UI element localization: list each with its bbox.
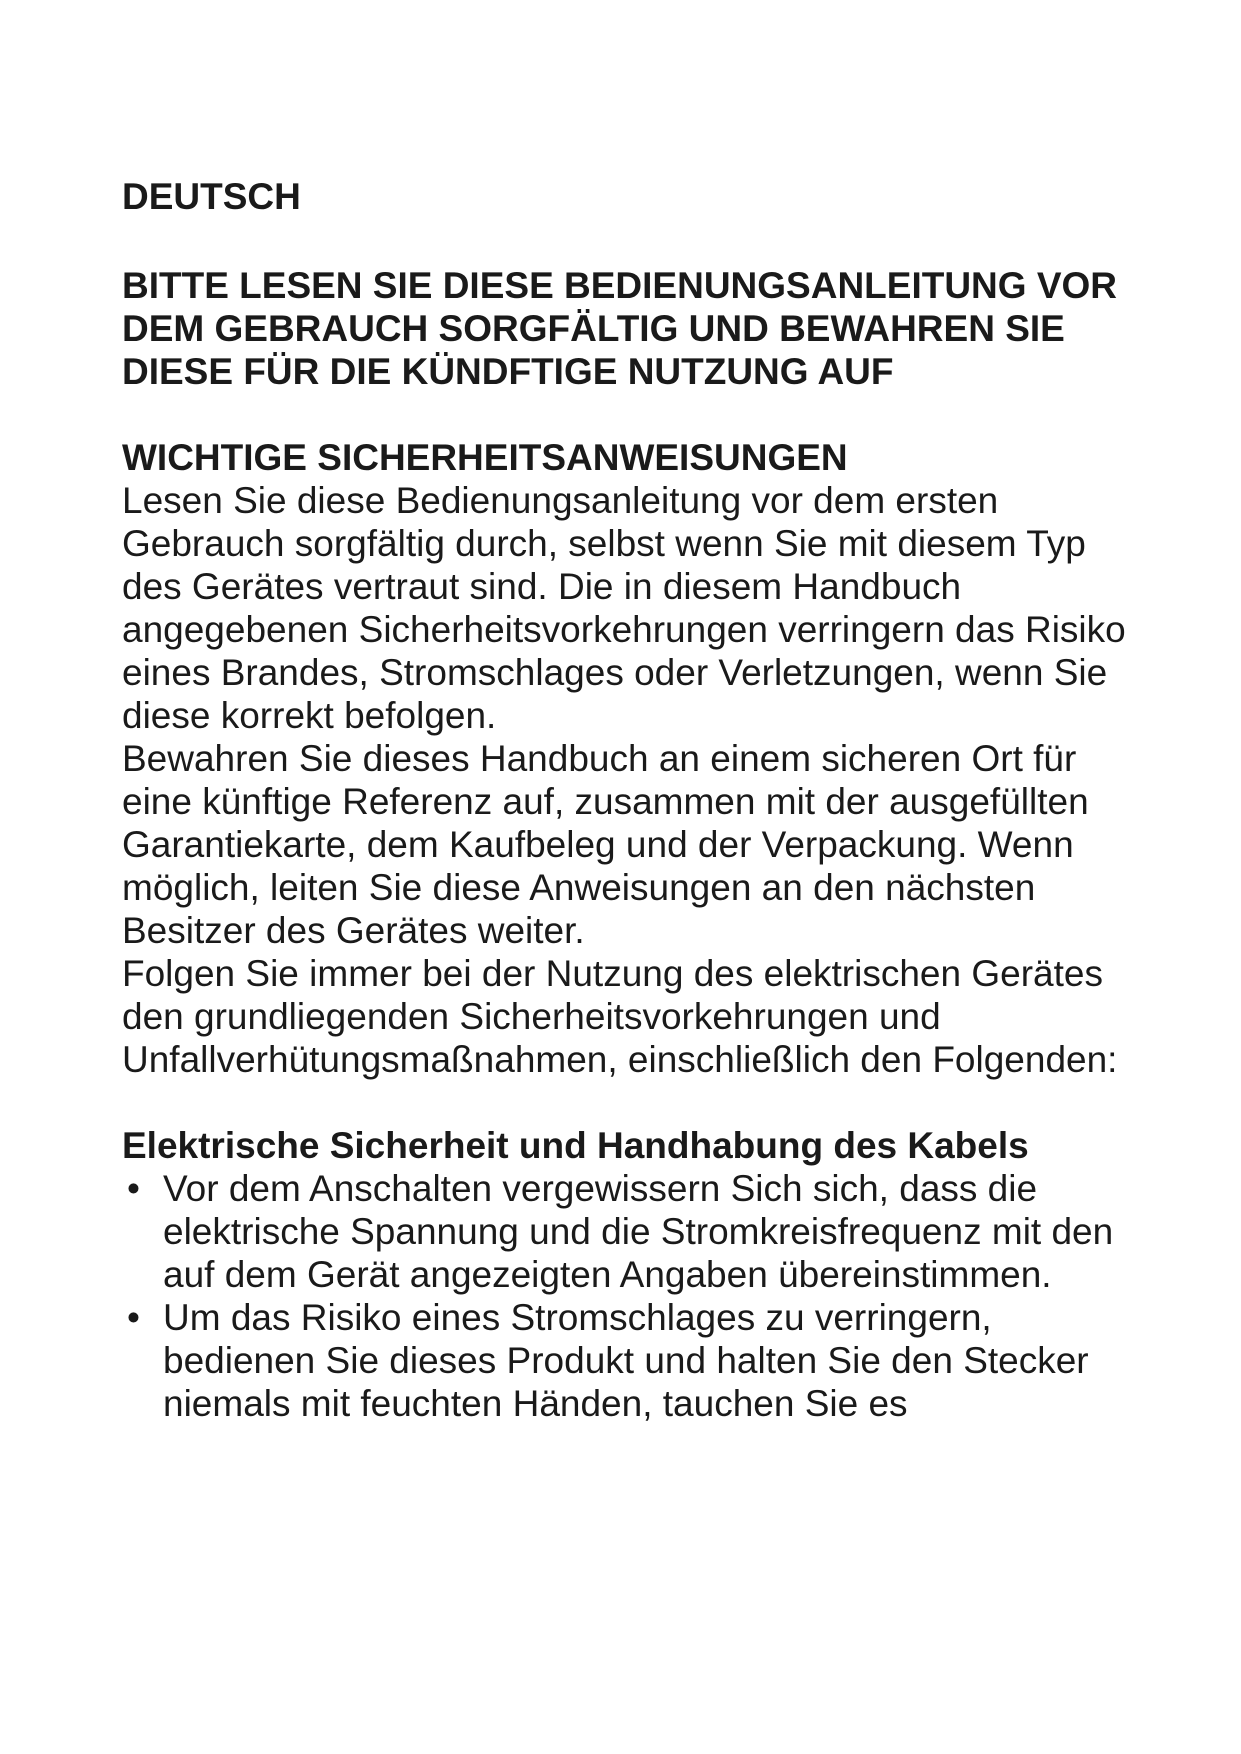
safety-paragraph-1: Lesen Sie diese Bedienungsanleitung vor dem ersten Gebrauch sorgfältig durch, selbst wenn Sie mit diesem Typ des Gerätes vertraut sind. Die in diesem Handbuch angegebenen Sicherheitsvorkehrungen verringern das Risiko eines Brandes, Stromschlages oder Verletzungen, wenn Sie diese korrekt befolgen. xyxy=(122,480,1126,736)
bullet-text: Um das Risiko eines Stromschlages zu verringern, bedienen Sie dieses Produkt und halten Sie den Stecker niemals mit feuchten Händen, tauchen Sie es xyxy=(163,1297,1089,1424)
bullet-icon: • xyxy=(127,1168,140,1209)
section-spacer xyxy=(122,1081,1142,1124)
safety-section-title: WICHTIGE SICHERHEITSANWEISUNGEN xyxy=(122,437,848,478)
list-item xyxy=(122,1167,1142,1296)
document-page xyxy=(122,175,1142,1425)
safety-paragraph-3: Folgen Sie immer bei der Nutzung des elektrischen Gerätes den grundliegenden Sicherheitsvorkehrungen und Unfallverhütungsmaßnahmen, einschließlich den Folgenden: xyxy=(122,953,1118,1080)
language-heading: DEUTSCH xyxy=(122,176,301,217)
safety-paragraph-2: Bewahren Sie dieses Handbuch an einem sicheren Ort für eine künftige Referenz auf, zusammen mit der ausgefüllten Garantiekarte, dem Kaufbeleg und der Verpackung. Wenn möglich, leiten Sie diese Anweisungen an den nächsten Besitzer des Gerätes weiter. xyxy=(122,738,1089,951)
list-item xyxy=(122,1296,1142,1425)
electrical-bullet-list xyxy=(122,1167,1142,1425)
intro-heading: BITTE LESEN SIE DIESE BEDIENUNGSANLEITUNG VOR DEM GEBRAUCH SORGFÄLTIG UND BEWAHREN SIE DIESE FÜR DIE KÜNDFTIGE NUTZUNG AUF xyxy=(122,265,1118,392)
electrical-section-title: Elektrische Sicherheit und Handhabung des Kabels xyxy=(122,1125,1029,1166)
bullet-icon: • xyxy=(127,1297,140,1338)
bullet-text: Vor dem Anschalten vergewissern Sich sich, dass die elektrische Spannung und die Stromkreisfrequenz mit den auf dem Gerät angezeigten Angaben übereinstimmen. xyxy=(163,1168,1114,1295)
